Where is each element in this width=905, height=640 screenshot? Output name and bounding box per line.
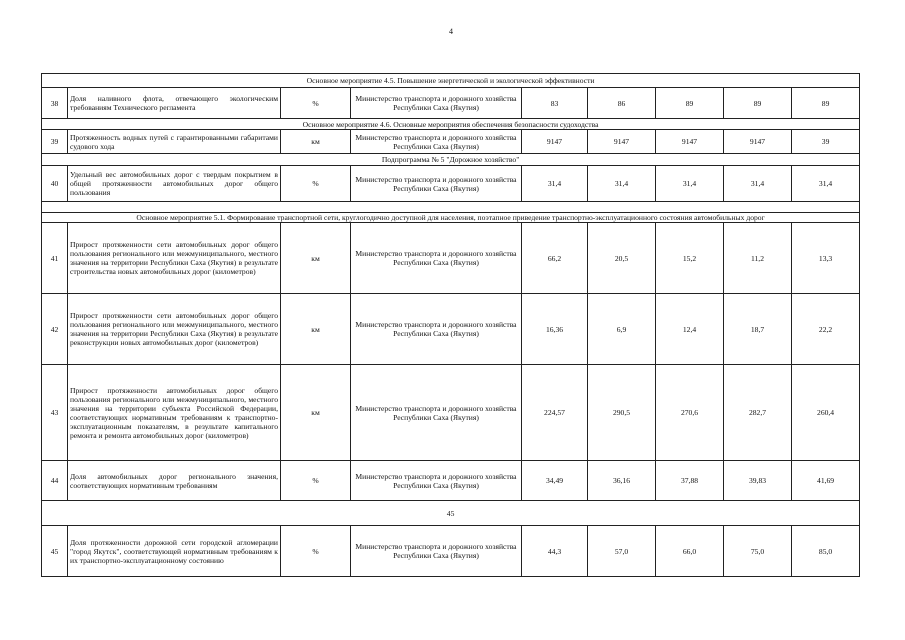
responsible-org: Министерство транспорта и дорожного хозяйства Республики Саха (Якутия) (351, 461, 522, 501)
value-cell: 39,83 (724, 461, 792, 501)
responsible-org: Министерство транспорта и дорожного хозяйства Республики Саха (Якутия) (351, 294, 522, 365)
value-cell: 36,16 (588, 461, 656, 501)
table-row (42, 365, 860, 461)
unit-cell: км (281, 223, 351, 294)
row-number: 41 (42, 223, 68, 294)
value-cell: 12,4 (656, 294, 724, 365)
measure-4-6-header: Основное мероприятие 4.6. Основные мероприятия обеспечения безопасности судоходства (42, 119, 860, 130)
spacer-row (42, 202, 860, 213)
value-cell: 270,6 (656, 365, 724, 461)
responsible-org: Министерство транспорта и дорожного хозяйства Республики Саха (Якутия) (351, 130, 522, 154)
value-cell: 31,4 (522, 166, 588, 202)
value-cell: 85,0 (792, 526, 860, 577)
value-cell: 41,69 (792, 461, 860, 501)
row-number: 44 (42, 461, 68, 501)
unit-cell: % (281, 461, 351, 501)
value-cell: 9147 (522, 130, 588, 154)
row-number: 43 (42, 365, 68, 461)
value-cell: 6,9 (588, 294, 656, 365)
unit-cell: км (281, 294, 351, 365)
value-cell: 75,0 (724, 526, 792, 577)
unit-cell: % (281, 166, 351, 202)
value-cell: 18,7 (724, 294, 792, 365)
value-cell: 31,4 (588, 166, 656, 202)
value-cell: 66,0 (656, 526, 724, 577)
value-cell: 9147 (656, 130, 724, 154)
value-cell: 83 (522, 88, 588, 119)
table-row (42, 294, 860, 365)
value-cell: 9147 (588, 130, 656, 154)
page-number: 4 (449, 27, 453, 36)
row-number: 39 (42, 130, 68, 154)
indicator-name: Прирост протяженности сети автомобильных дорог общего пользования регионального или межмуниципального, местного значения на территории Республики Саха (Якутия) в результате реконструкции новых автомобильных дорог (километров) (68, 294, 281, 365)
value-cell: 224,57 (522, 365, 588, 461)
value-cell: 39 (792, 130, 860, 154)
responsible-org: Министерство транспорта и дорожного хозяйства Республики Саха (Якутия) (351, 365, 522, 461)
indicator-name: Доля протяженности дорожной сети городской агломерации "город Якутск", соответствующей нормативным требованиям к их транспортно-эксплуатационному состоянию (68, 526, 281, 577)
unit-cell: % (281, 88, 351, 119)
table-row (42, 166, 860, 202)
value-cell: 16,36 (522, 294, 588, 365)
responsible-org: Министерство транспорта и дорожного хозяйства Республики Саха (Якутия) (351, 223, 522, 294)
value-cell: 37,88 (656, 461, 724, 501)
value-cell: 9147 (724, 130, 792, 154)
value-cell: 31,4 (656, 166, 724, 202)
row-number: 38 (42, 88, 68, 119)
indicator-name: Удельный вес автомобильных дорог с твердым покрытием в общей протяженности автомобильных дорог общего пользования (68, 166, 281, 202)
subprogram-5-header: Подпрограмма № 5 "Дорожное хозяйство" (42, 154, 860, 166)
row-number: 45 (42, 526, 68, 577)
value-cell: 34,49 (522, 461, 588, 501)
value-cell: 66,2 (522, 223, 588, 294)
value-cell: 260,4 (792, 365, 860, 461)
measure-5-1-header: Основное мероприятие 5.1. Формирование транспортной сети, круглогодично доступной для населения, поэтапное приведение транспортно-эксплуатационного состояния автомобильных дорог (42, 213, 860, 223)
value-cell: 89 (724, 88, 792, 119)
row-number: 40 (42, 166, 68, 202)
responsible-org: Министерство транспорта и дорожного хозяйства Республики Саха (Якутия) (351, 526, 522, 577)
responsible-org: Министерство транспорта и дорожного хозяйства Республики Саха (Якутия) (351, 88, 522, 119)
value-cell: 13,3 (792, 223, 860, 294)
indicator-name: Доля автомобильных дорог регионального значения, соответствующих нормативным требованиям (68, 461, 281, 501)
table-row (42, 526, 860, 577)
indicator-name: Доля наливного флота, отвечающего экологическим требованиям Технического регламента (68, 88, 281, 119)
value-cell: 89 (792, 88, 860, 119)
measure-4-5-header: Основное мероприятие 4.5. Повышение энергетической и экологической эффективности (42, 74, 860, 88)
table-row (42, 461, 860, 501)
table-row (42, 130, 860, 154)
indicators-table (41, 73, 860, 577)
value-cell: 20,5 (588, 223, 656, 294)
value-cell: 282,7 (724, 365, 792, 461)
unit-cell: км (281, 130, 351, 154)
value-cell: 86 (588, 88, 656, 119)
unit-cell: км (281, 365, 351, 461)
value-cell: 31,4 (724, 166, 792, 202)
value-cell: 22,2 (792, 294, 860, 365)
indicator-name: Прирост протяженности автомобильных дорог общего пользования регионального или межмуниципального, местного значения на территории субъекта Российской Федерации, соответствующих нормативным требованиям к транспортно-эксплуатационным показателям, в результате капитального ремонта и ремонта автомобильных дорог (километров) (68, 365, 281, 461)
responsible-org: Министерство транспорта и дорожного хозяйства Республики Саха (Якутия) (351, 166, 522, 202)
table-row (42, 88, 860, 119)
unit-cell: % (281, 526, 351, 577)
indicator-name: Протяженность водных путей с гарантированными габаритами судового хода (68, 130, 281, 154)
value-cell: 11,2 (724, 223, 792, 294)
row-number: 42 (42, 294, 68, 365)
mid-table-number: 45 (42, 501, 860, 526)
value-cell: 57,0 (588, 526, 656, 577)
value-cell: 89 (656, 88, 724, 119)
value-cell: 290,5 (588, 365, 656, 461)
indicator-name: Прирост протяженности сети автомобильных дорог общего пользования регионального или межмуниципального, местного значения на территории Республики Саха (Якутия) в результате строительства новых автомобильных дорог (километров) (68, 223, 281, 294)
table-row (42, 223, 860, 294)
value-cell: 44,3 (522, 526, 588, 577)
value-cell: 15,2 (656, 223, 724, 294)
value-cell: 31,4 (792, 166, 860, 202)
